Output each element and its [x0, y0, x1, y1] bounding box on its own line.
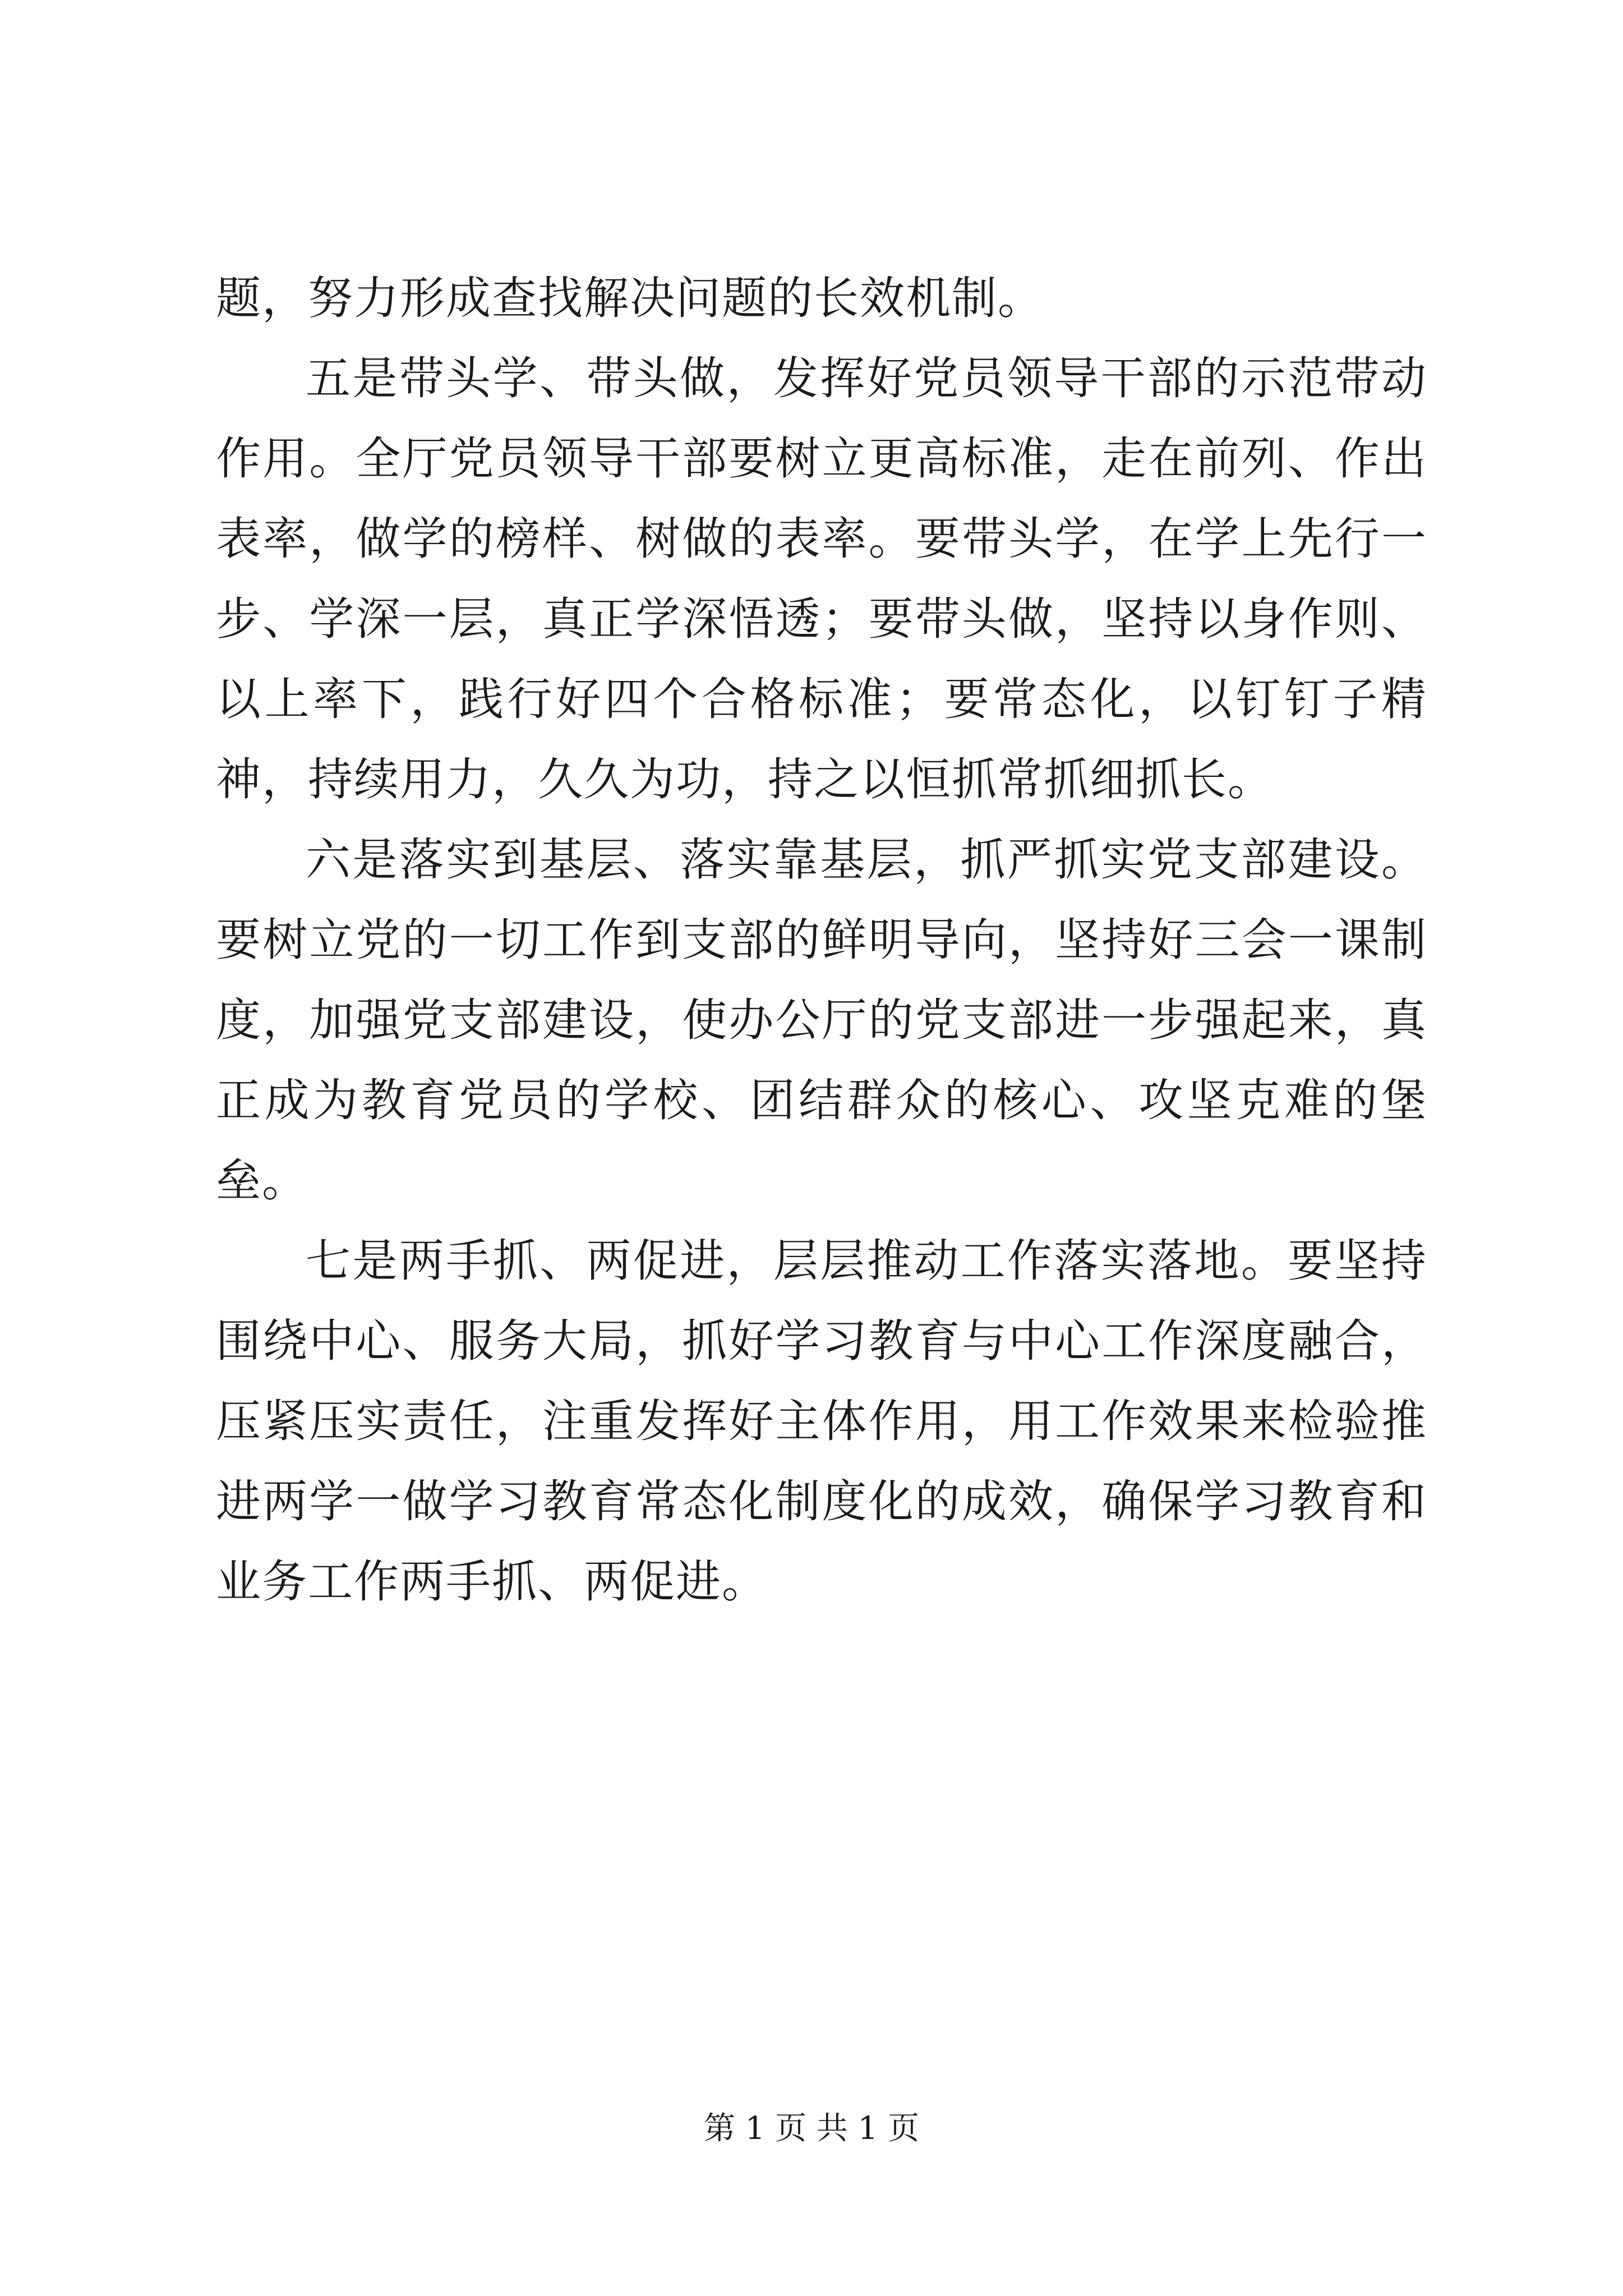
paragraph-point-six: 六是落实到基层、落实靠基层，抓严抓实党支部建设。要树立党的一切工作到支部的鲜明导向，坚持好三会一课制度，加强党支部建设，使办公厅的党支部进一步强起来，真正成为教育党员的学校、团结群众的核心、攻坚克难的堡垒。 — [216, 834, 1427, 1207]
page-number-footer: 第 1 页 共 1 页 — [703, 2110, 920, 2147]
document-body — [216, 258, 1427, 1622]
paragraph-point-five: 五是带头学、带头做，发挥好党员领导干部的示范带动作用。全厅党员领导干部要树立更高标准，走在前列、作出表率，做学的榜样、树做的表率。要带头学，在学上先行一步、学深一层，真正学深悟透；要带头做，坚持以身作则、以上率下，践行好四个合格标准；要常态化，以钉钉子精神，持续用力，久久为功，持之以恒抓常抓细抓长。 — [216, 352, 1427, 806]
paragraph-continuation: 题，努力形成查找解决问题的长效机制。 — [216, 272, 1044, 324]
paragraph-point-seven: 七是两手抓、两促进，层层推动工作落实落地。要坚持围绕中心、服务大局，抓好学习教育与中心工作深度融合，压紧压实责任，注重发挥好主体作用，用工作效果来检验推进两学一做学习教育常态化制度化的成效，确保学习教育和业务工作两手抓、两促进。 — [216, 1235, 1427, 1608]
